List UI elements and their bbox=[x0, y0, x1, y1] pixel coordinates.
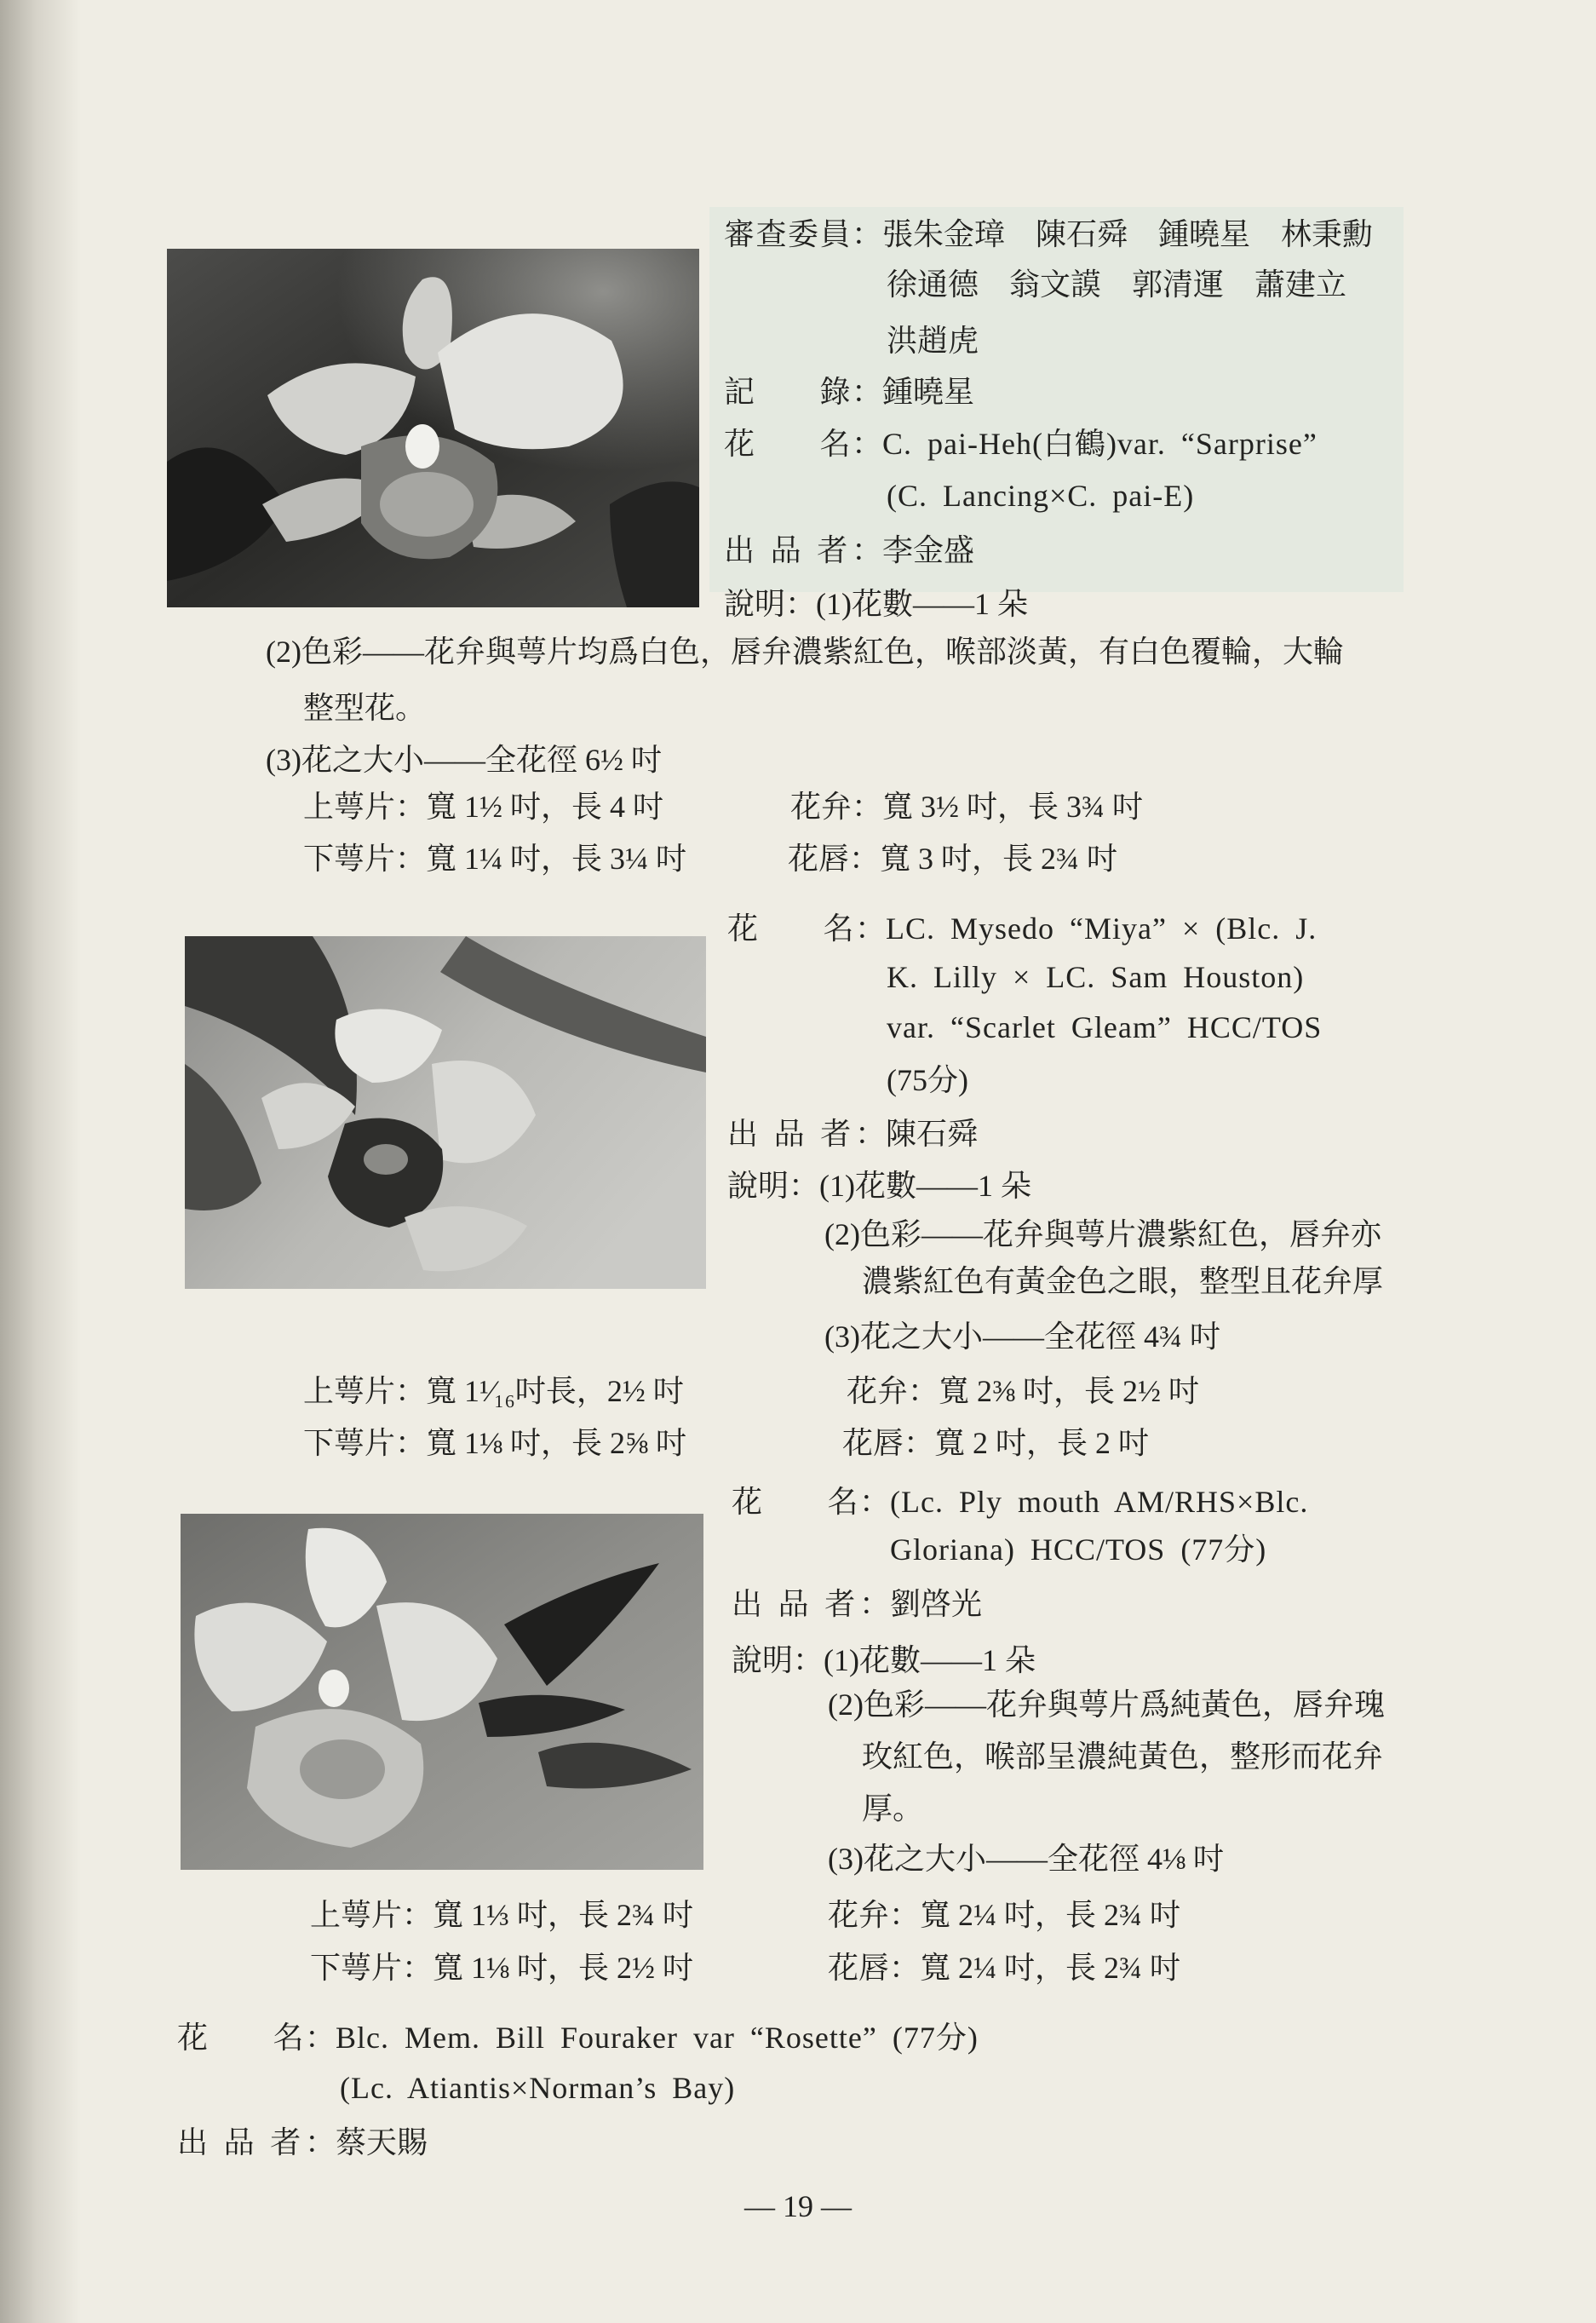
flower-size: (3)花之大小——全花徑 6½ 吋 bbox=[266, 743, 662, 777]
exhibitor-line bbox=[724, 532, 974, 569]
description-label: 說明： bbox=[732, 1643, 824, 1677]
color-description: 整型花。 bbox=[303, 691, 427, 725]
flower-parentage: (Lc. Atiantis×Norman’s Bay) bbox=[340, 2071, 736, 2105]
orchid-photo-3 bbox=[181, 1514, 703, 1870]
color-description: 玫紅色，喉部呈濃純黃色，整形而花弁 bbox=[862, 1739, 1384, 1774]
description-line bbox=[732, 1642, 1036, 1679]
lower-sepal-measure: 下萼片：寬 1¼ 吋，長 3¼ 吋 bbox=[303, 842, 687, 876]
lip-eye-shape bbox=[364, 1144, 408, 1175]
flower-name-line bbox=[732, 1483, 1308, 1521]
lip-measure: 花唇：寬 2¼ 吋，長 2¾ 吋 bbox=[828, 1951, 1181, 1985]
description-line bbox=[724, 585, 1028, 623]
flower-size: (3)花之大小——全花徑 4⅛ 吋 bbox=[828, 1842, 1224, 1876]
flower-count: (1)花數——1 朵 bbox=[824, 1643, 1036, 1677]
lip-measure: 花唇：寬 2 吋，長 2 吋 bbox=[842, 1426, 1150, 1460]
page-edge-shadow bbox=[0, 0, 81, 2323]
flower-name-continued: K. Lilly × LC. Sam Houston) bbox=[887, 960, 1305, 994]
exhibitor-label: 出 品 者： bbox=[732, 1587, 890, 1621]
flower-name: C. pai-Heh(白鶴)var. “Sarprise” bbox=[882, 427, 1318, 461]
recorder-line bbox=[724, 373, 974, 411]
color-description: 濃紫紅色有黃金色之眼，整型且花弁厚 bbox=[862, 1264, 1384, 1298]
upper-sepal-measure: 上萼片：寬 1⅓ 吋，長 2¾ 吋 bbox=[310, 1898, 694, 1932]
exhibitor-line bbox=[727, 1115, 978, 1153]
exhibitor-name: 蔡天賜 bbox=[336, 2125, 428, 2159]
orchid-photo-2 bbox=[185, 936, 706, 1289]
color-description: (2)色彩——花弁與萼片濃紫紅色，唇弁亦 bbox=[824, 1217, 1381, 1251]
exhibitor-name: 陳石舜 bbox=[886, 1117, 979, 1151]
flower-name-line bbox=[724, 425, 1318, 463]
lip-measure: 花唇：寬 3 吋，長 2¾ 吋 bbox=[788, 842, 1118, 876]
recorder-name: 鍾曉星 bbox=[882, 375, 975, 409]
exhibitor-label: 出 品 者： bbox=[727, 1117, 886, 1151]
judges-line bbox=[724, 216, 1373, 253]
flower-name-label: 花 名： bbox=[727, 911, 886, 946]
flower-count: (1)花數——1 朵 bbox=[819, 1169, 1031, 1203]
judges-line: 徐通德 翁文謨 郭清運 蕭建立 bbox=[887, 267, 1347, 302]
flower-name: Blc. Mem. Bill Fouraker var “Rosette” (77分) bbox=[336, 2021, 979, 2055]
flower-name-continued: var. “Scarlet Gleam” HCC/TOS bbox=[887, 1010, 1323, 1044]
description-label: 說明： bbox=[727, 1169, 820, 1203]
exhibitor-label: 出 品 者： bbox=[724, 533, 882, 567]
petal-measure: 花弁：寬 2⅜ 吋，長 2½ 吋 bbox=[847, 1374, 1200, 1408]
color-description: (2)色彩——花弁與萼片爲純黃色，唇弁瑰 bbox=[828, 1688, 1385, 1722]
flower-count: (1)花數——1 朵 bbox=[816, 587, 1028, 621]
award-score: (75分) bbox=[887, 1063, 968, 1097]
lower-sepal-measure: 下萼片：寬 1⅛ 吋，長 2⅝ 吋 bbox=[303, 1426, 687, 1460]
exhibitor-line bbox=[732, 1585, 982, 1623]
judges-line: 洪趙虎 bbox=[887, 324, 979, 358]
upper-sepal-measure: 上萼片：寬 1½ 吋，長 4 吋 bbox=[303, 790, 664, 824]
description-label: 說明： bbox=[724, 587, 817, 621]
orchid-photo-1 bbox=[167, 249, 699, 607]
recorder-label: 記 錄： bbox=[724, 375, 882, 409]
page-number: — 19 — bbox=[744, 2189, 852, 2223]
lip-ruffle-shape bbox=[380, 472, 474, 537]
flower-name-label: 花 名： bbox=[724, 427, 882, 461]
flower-name-continued: Gloriana) HCC/TOS (77分) bbox=[890, 1532, 1267, 1567]
description-line bbox=[727, 1167, 1031, 1205]
judges-names: 張朱金璋 陳石舜 鍾曉星 林秉勳 bbox=[882, 217, 1374, 251]
petal-shape bbox=[438, 313, 623, 449]
flower-name-label: 花 名： bbox=[177, 2021, 336, 2055]
exhibitor-label: 出 品 者： bbox=[177, 2125, 336, 2159]
lower-sepal-measure: 下萼片：寬 1⅛ 吋，長 2½ 吋 bbox=[310, 1951, 694, 1985]
leaf-shape bbox=[610, 481, 699, 607]
color-description: 厚。 bbox=[862, 1791, 924, 1826]
exhibitor-name: 劉啓光 bbox=[890, 1587, 983, 1621]
flower-name-label: 花 名： bbox=[732, 1485, 890, 1519]
column-shape bbox=[405, 424, 439, 469]
flower-name: LC. Mysedo “Miya” × (Blc. J. bbox=[886, 911, 1318, 946]
column-shape bbox=[319, 1670, 349, 1707]
judges-label: 審查委員： bbox=[724, 217, 882, 251]
color-description: (2)色彩——花弁與萼片均爲白色，唇弁濃紫紅色，喉部淡黃，有白色覆輪，大輪 bbox=[266, 635, 1344, 669]
flower-size: (3)花之大小——全花徑 4¾ 吋 bbox=[824, 1320, 1220, 1354]
flower-name: (Lc. Ply mouth AM/RHS×Blc. bbox=[890, 1485, 1309, 1519]
exhibitor-name: 李金盛 bbox=[882, 533, 975, 567]
flower-parentage: (C. Lancing×C. pai-E) bbox=[887, 479, 1195, 513]
exhibitor-line bbox=[177, 2124, 428, 2161]
lip-throat-shape bbox=[300, 1739, 385, 1799]
petal-measure: 花弁：寬 2¼ 吋，長 2¾ 吋 bbox=[828, 1898, 1181, 1932]
petal-measure: 花弁：寬 3½ 吋，長 3¾ 吋 bbox=[790, 790, 1144, 824]
flower-name-line bbox=[727, 910, 1317, 947]
flower-name-line bbox=[177, 2019, 979, 2056]
upper-sepal-measure: 上萼片：寬 1¹⁄₁₆吋長，2½ 吋 bbox=[303, 1374, 684, 1408]
